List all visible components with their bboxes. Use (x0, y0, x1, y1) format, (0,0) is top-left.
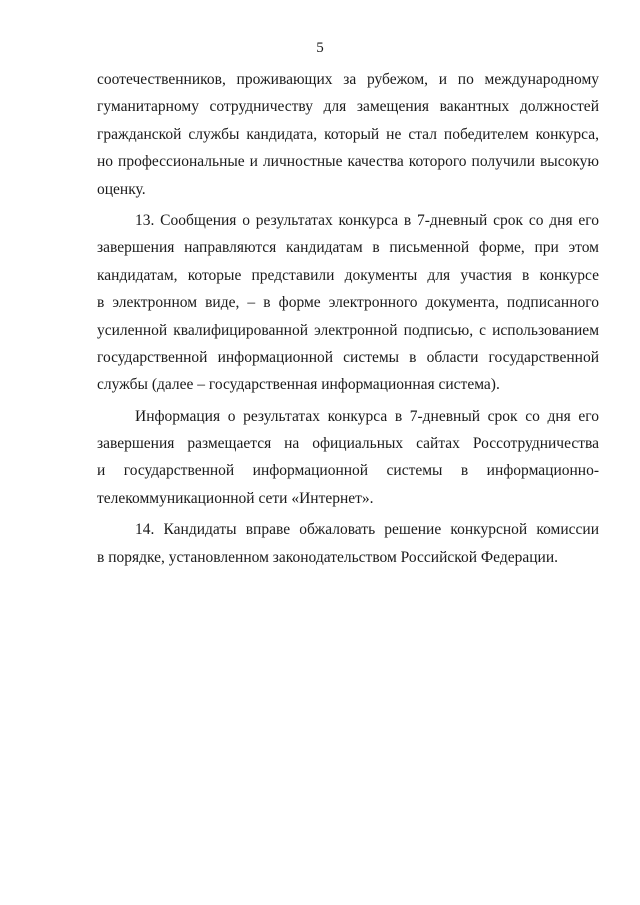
text-line: усиленной квалифицированной электронной подписью, с использованием (97, 321, 599, 339)
paragraph (97, 403, 599, 513)
paragraph (97, 66, 599, 203)
text-line: Информация о результатах конкурса в 7-дневный срок со дня его (135, 407, 599, 425)
document-body (97, 66, 599, 571)
text-line: завершения направляются кандидатам в письменной форме, при этом (97, 239, 599, 257)
text-line: в электронном виде, – в форме электронного документа, подписанного (97, 294, 599, 312)
text-line: государственной информационной системы в области государственной (97, 348, 599, 366)
paragraph (97, 516, 599, 571)
text-line: но профессиональные и личностные качества которого получили высокую (97, 153, 599, 171)
text-line: гуманитарному сотрудничеству для замещения вакантных должностей (97, 98, 599, 116)
text-line: 14. Кандидаты вправе обжаловать решение конкурсной комиссии (135, 521, 599, 539)
page-number: 5 (316, 40, 324, 56)
text-line: гражданской службы кандидата, который не стал победителем конкурса, (97, 125, 599, 143)
text-line: 13. Сообщения о результатах конкурса в 7-дневный срок со дня его (135, 211, 599, 229)
text-line: и государственной информационной системы в информационно- (97, 462, 599, 480)
text-line: телекоммуникационной сети «Интернет». (97, 489, 374, 507)
text-line: кандидатам, которые представили документы для участия в конкурсе (97, 266, 599, 284)
paragraph (97, 207, 599, 399)
text-line: соотечественников, проживающих за рубежом, и по международному (97, 71, 599, 88)
text-line: завершения размещается на официальных сайтах Россотрудничества (97, 435, 599, 453)
text-line: службы (далее – государственная информационная система). (97, 376, 500, 394)
text-line: оценку. (97, 180, 146, 198)
text-line: в порядке, установленном законодательством Российской Федерации. (97, 548, 559, 566)
